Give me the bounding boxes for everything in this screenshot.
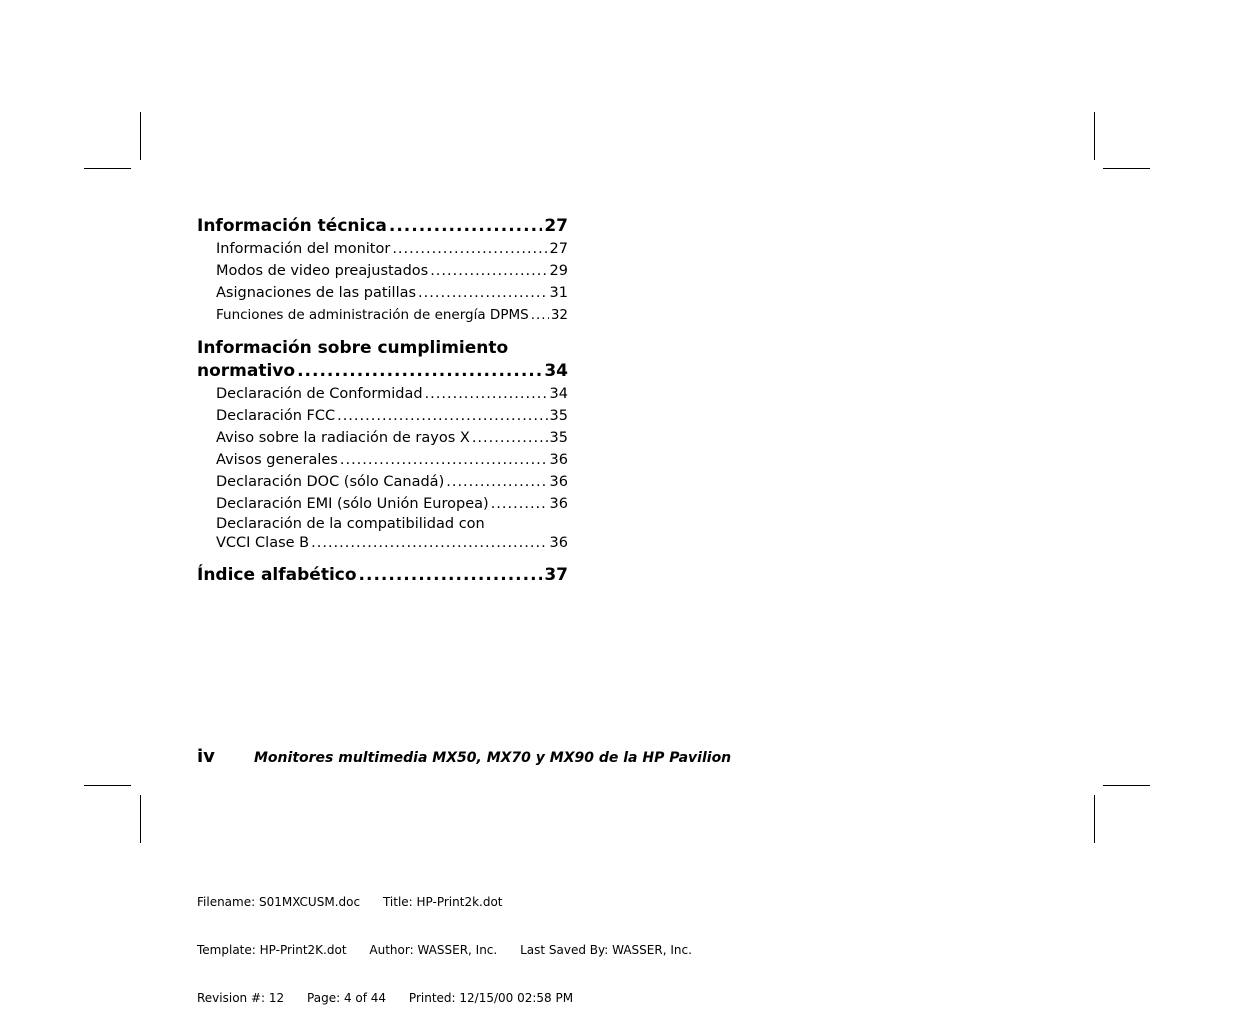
- toc-section-indice-alfabetico[interactable]: [197, 563, 568, 587]
- toc-item[interactable]: [197, 383, 568, 405]
- toc-page-number: 36: [549, 474, 568, 490]
- toc-section-informacion-tecnica[interactable]: [197, 214, 568, 238]
- toc-page-number: 29: [549, 263, 568, 279]
- toc-item-label: Modos de video preajustados: [216, 263, 429, 279]
- toc-item-label: Avisos generales: [216, 452, 338, 468]
- toc-item[interactable]: [197, 427, 568, 449]
- crop-mark: [1094, 795, 1095, 843]
- toc-section-title-line[interactable]: Información sobre cumplimiento: [197, 338, 509, 358]
- crop-mark: [140, 795, 141, 843]
- toc-leader-dots: [531, 304, 549, 326]
- toc-item-label-line[interactable]: Declaración de la compatibilidad con: [216, 516, 485, 532]
- toc-section-title: normativo: [197, 361, 296, 381]
- toc-item-label: Declaración EMI (sólo Unión Europea): [216, 496, 489, 512]
- toc-leader-dots: [389, 214, 542, 238]
- toc-page-number: 34: [549, 386, 568, 402]
- toc-leader-dots: [418, 282, 548, 304]
- toc-item[interactable]: [197, 260, 568, 282]
- crop-mark: [140, 112, 141, 160]
- toc-section-title: Información técnica: [197, 216, 387, 236]
- toc-page-number: 27: [544, 216, 568, 236]
- toc-page-number: 31: [549, 285, 568, 301]
- toc-leader-dots: [297, 359, 542, 383]
- toc-item[interactable]: [197, 405, 568, 427]
- toc-leader-dots: [359, 563, 543, 587]
- toc-page-number: 36: [549, 452, 568, 468]
- toc-item-label: Declaración FCC: [216, 408, 336, 424]
- toc-item-label: Declaración de Conformidad: [216, 386, 423, 402]
- toc-leader-dots: [311, 534, 547, 553]
- crop-mark: [1094, 112, 1095, 160]
- toc-leader-dots: [340, 449, 548, 471]
- running-title: Monitores multimedia MX50, MX70 y MX90 de la HP Pavilion: [254, 750, 732, 766]
- file-info: [197, 862, 692, 1022]
- page-footer: [197, 746, 731, 767]
- crop-mark: [84, 168, 131, 169]
- toc-page-number: 36: [549, 496, 568, 512]
- file-info-line: Template: HP-Print2K.dot Author: WASSER, Inc. Last Saved By: WASSER, Inc.: [197, 943, 692, 957]
- toc-item[interactable]: [197, 449, 568, 471]
- toc-leader-dots: [425, 383, 548, 405]
- toc-page-number: 27: [549, 241, 568, 257]
- page-number: iv: [197, 746, 215, 767]
- toc-section-informacion-normativo[interactable]: [197, 359, 568, 383]
- toc-item-label: Aviso sobre la radiación de rayos X: [216, 430, 470, 446]
- toc-leader-dots: [446, 471, 547, 493]
- toc-page-number: 35: [549, 408, 568, 424]
- toc-leader-dots: [491, 493, 548, 515]
- crop-mark: [84, 785, 131, 786]
- toc-item-label: Asignaciones de las patillas: [216, 285, 417, 301]
- toc-item-label: Declaración DOC (sólo Canadá): [216, 474, 445, 490]
- table-of-contents: [197, 214, 568, 587]
- toc-leader-dots: [472, 427, 548, 449]
- toc-page-number: 32: [550, 307, 568, 323]
- file-info-line: Revision #: 12 Page: 4 of 44 Printed: 12/15/00 02:58 PM: [197, 991, 574, 1005]
- crop-mark: [1103, 785, 1150, 786]
- toc-leader-dots: [430, 260, 547, 282]
- toc-item[interactable]: [197, 238, 568, 260]
- toc-page-number: 34: [544, 361, 568, 381]
- toc-page-number: 37: [544, 565, 568, 585]
- toc-section-title: Índice alfabético: [197, 565, 357, 585]
- toc-item[interactable]: [197, 471, 568, 493]
- toc-item[interactable]: [197, 534, 568, 553]
- toc-item[interactable]: [197, 304, 568, 326]
- toc-item-label: Información del monitor: [216, 241, 391, 257]
- toc-leader-dots: [392, 238, 547, 260]
- toc-page-number: 36: [549, 535, 568, 551]
- crop-mark: [1103, 168, 1150, 169]
- toc-item-label: VCCI Clase B: [216, 535, 310, 551]
- file-info-line: Filename: S01MXCUSM.doc Title: HP-Print2k.dot: [197, 895, 503, 909]
- toc-item[interactable]: [197, 282, 568, 304]
- toc-leader-dots: [337, 405, 547, 427]
- toc-item[interactable]: [197, 493, 568, 515]
- toc-page-number: 35: [549, 430, 568, 446]
- toc-item-label: Funciones de administración de energía DPMS: [216, 307, 529, 323]
